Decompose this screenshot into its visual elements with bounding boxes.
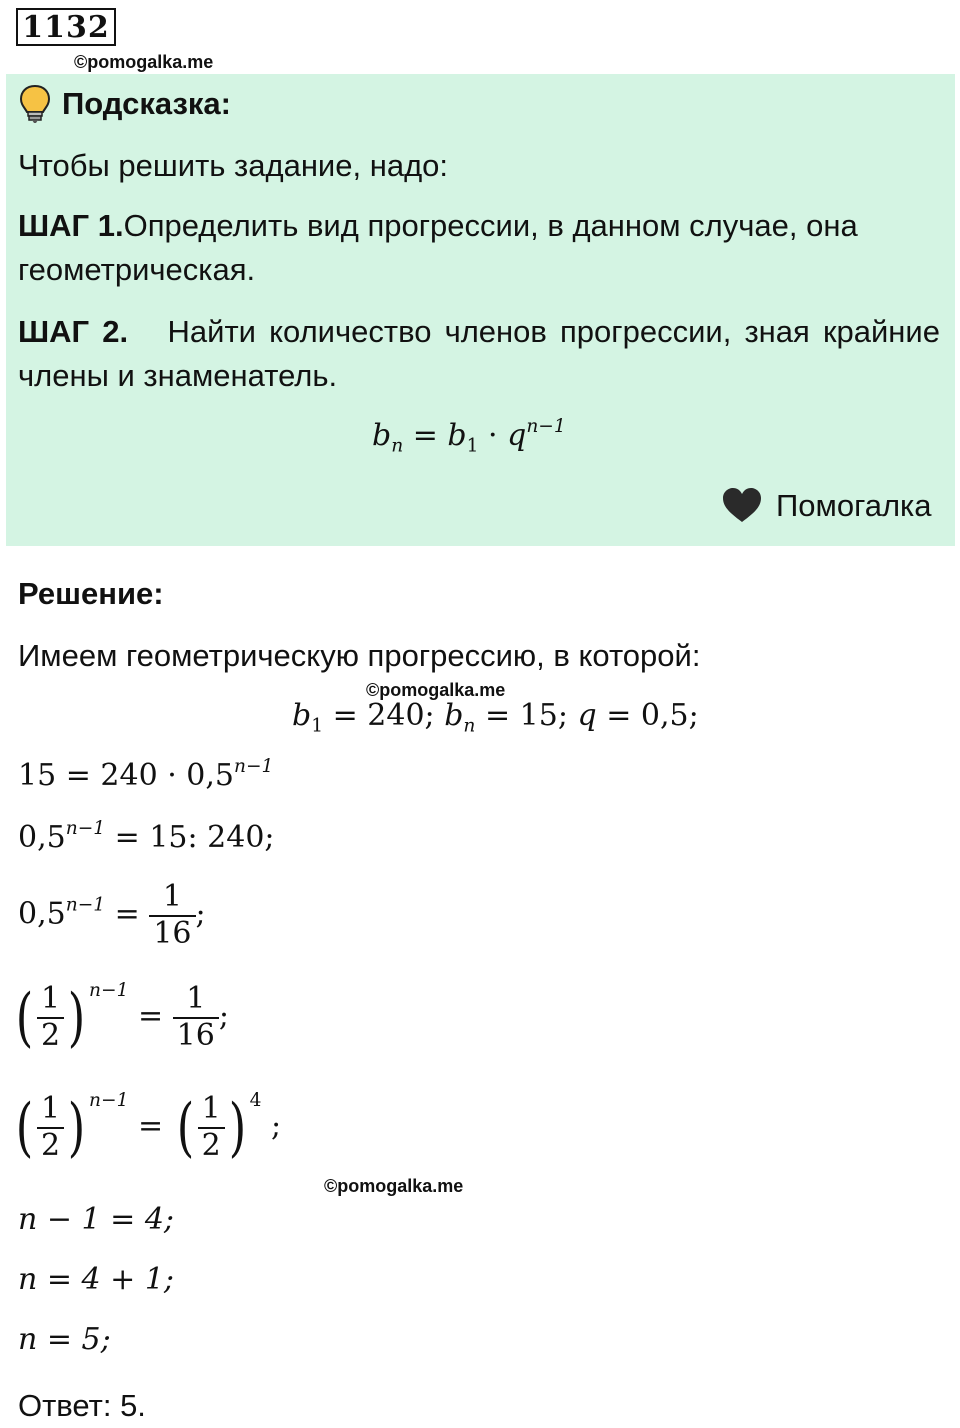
equation-2: $0,5^{n-1} = 15$: 240; (18, 817, 275, 855)
watermark: ©pomogalka.me (74, 52, 214, 72)
step2-label: ШАГ 2. (18, 314, 129, 349)
hint-step2 (18, 310, 940, 398)
hint-step1 (18, 204, 940, 292)
hint-title: Подсказка: (62, 86, 231, 121)
equation-7: n = 4 + 1; (18, 1262, 175, 1297)
step1-text: Определить вид прогрессии, в данном случае, она геометрическая. (18, 208, 858, 287)
equation-6: n − 1 = 4; (18, 1202, 175, 1237)
step2-text: Найти количество членов прогрессии, зная крайние члены и знаменатель. (18, 314, 940, 393)
watermark-3: ©pomogalka.me (324, 1176, 464, 1196)
heart-icon (720, 485, 764, 525)
hint-intro: Чтобы решить задание, надо: (18, 148, 449, 183)
lightbulb-icon (18, 84, 52, 124)
task-number: 1132 (16, 8, 116, 46)
given-values: $b_1 = 240$; $b_n = 15$; q = 0,5; (292, 698, 699, 737)
watermark-2: ©pomogalka.me (366, 680, 506, 700)
answer: Ответ: 5. (18, 1388, 146, 1423)
equation-5: ( $\frac{1}{2}$ ) $^{n-1}$ = ( $\frac{1}{2}$ ) $^4$ ; (15, 1089, 282, 1165)
formula-general: $b_n = b_1 \cdot q^{n-1}$ (372, 415, 566, 457)
equation-4: ( $\frac{1}{2}$ ) $^{n-1}$ = $\frac{1}{16}$ ; (15, 979, 229, 1055)
brand-label: Помогалка (776, 488, 932, 523)
equation-3: $0,5^{n-1}$ = $\frac{1}{16}$ ; (18, 879, 206, 951)
equation-1: $15 = 240 \cdot 0,5^{n-1}$ (18, 755, 274, 793)
step1-label: ШАГ 1. (18, 208, 124, 243)
solution-title: Решение: (18, 576, 164, 611)
equation-8: n = 5; (18, 1322, 111, 1357)
solution-intro: Имеем геометрическую прогрессию, в которой: (18, 638, 701, 673)
